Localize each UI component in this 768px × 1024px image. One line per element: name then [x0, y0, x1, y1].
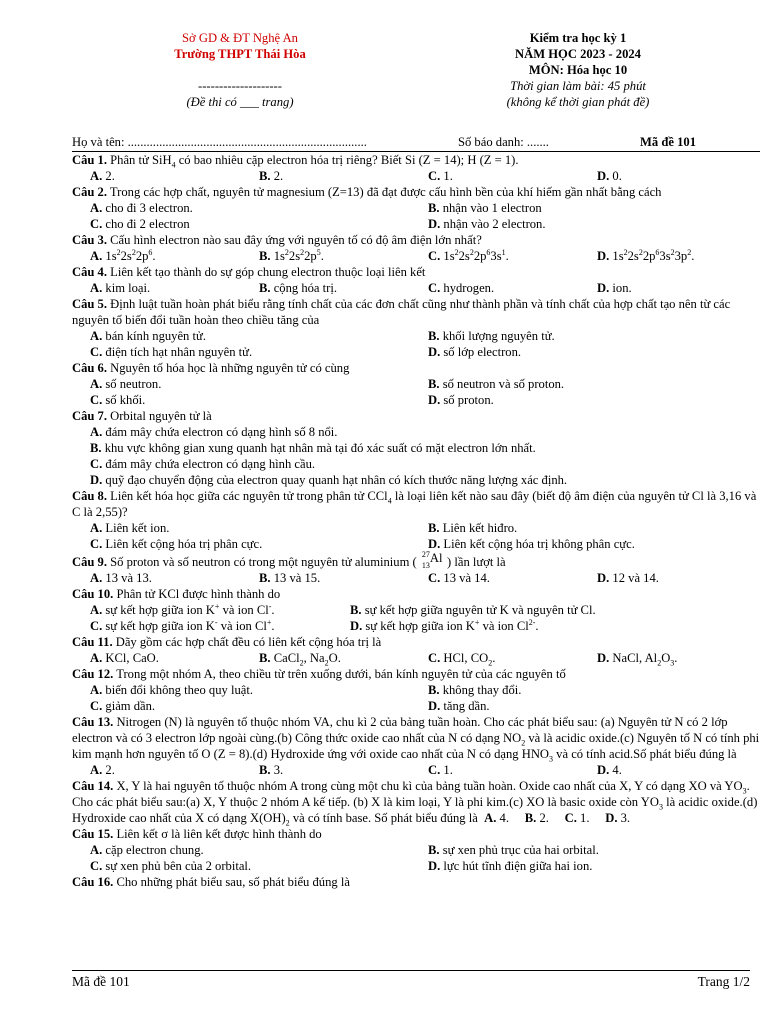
question-15	[72, 826, 760, 842]
question-7	[72, 408, 760, 424]
option-text: 2.	[102, 763, 115, 777]
header-left	[72, 30, 408, 122]
exam-page	[72, 30, 760, 890]
option-text: 0.	[609, 169, 622, 183]
option-text: đám mây chứa electron có dạng hình số 8 nổi.	[102, 425, 338, 439]
answer-option	[597, 570, 766, 586]
option-text: $1s^22s^22p^63s^23p^2$.	[609, 247, 695, 263]
question-text: Liên kết hóa học giữa các nguyên tử trong phân tử CCl$_4$ là loại liên kết nào sau đây (biết độ âm điện của nguyên tử Cl là 3,16 và C là 2,55)?	[72, 489, 757, 519]
question-1	[72, 152, 760, 168]
option-text: $1s^22s^22p^63s^1$.	[440, 247, 509, 263]
option-text: số proton.	[440, 393, 494, 407]
answer-option	[597, 650, 766, 666]
option-text: sự kết hợp giữa ion K+ và ion Cl-.	[102, 601, 275, 617]
option-letter: D.	[597, 651, 610, 665]
question-number: Câu 13.	[72, 715, 114, 729]
question-number: Câu 11.	[72, 635, 113, 649]
option-letter: D.	[597, 281, 610, 295]
answer-option	[259, 762, 428, 778]
question-10	[72, 586, 760, 602]
option-letter: B.	[428, 201, 440, 215]
answer-options	[72, 520, 760, 552]
option-text: Liên kết hiđro.	[439, 521, 518, 535]
option-letter: B.	[428, 683, 440, 697]
question-12	[72, 666, 760, 682]
option-text: 12 và 14.	[609, 571, 659, 585]
answer-option	[90, 520, 428, 536]
option-letter: D.	[597, 249, 610, 263]
option-text: giảm dần.	[102, 699, 156, 713]
option-letter: C.	[428, 281, 441, 295]
option-text: kim loại.	[102, 281, 151, 295]
answer-option	[90, 536, 428, 552]
option-text: nhận vào 1 electron	[439, 201, 542, 215]
option-text: Liên kết cộng hóa trị không phân cực.	[440, 537, 635, 551]
question-text: Orbital nguyên tử là	[107, 409, 212, 423]
answer-option	[90, 392, 428, 408]
option-letter: B.	[259, 571, 271, 585]
option-text: sự xen phủ bên của 2 orbital.	[102, 859, 252, 873]
option-letter: C.	[90, 537, 103, 551]
option-text: NaCl, $Al_2O_3$.	[609, 651, 678, 668]
answer-option	[428, 698, 766, 714]
question-text: Liên kết σ là liên kết được hình thành do	[113, 827, 322, 841]
answer-options	[72, 650, 760, 666]
option-text: CaCl$_2$, $Na_2O$.	[270, 651, 341, 668]
option-letter: B.	[259, 281, 271, 295]
answer-option	[259, 168, 428, 184]
option-letter: C.	[90, 457, 103, 471]
option-text: 4.	[609, 763, 622, 777]
option-letter: B.	[350, 603, 362, 617]
option-letter: B.	[90, 441, 102, 455]
duration-note: (không kể thời gian phát đề)	[506, 95, 650, 109]
option-text: khối lượng nguyên tử.	[439, 329, 555, 343]
answer-option	[90, 328, 428, 344]
answer-option	[90, 216, 428, 232]
option-text: cho đi 2 electron	[102, 217, 190, 231]
option-text: không thay đổi.	[439, 683, 522, 697]
answer-option	[428, 200, 766, 216]
answer-options	[72, 602, 760, 634]
answer-option	[90, 424, 760, 440]
question-text: Cho những phát biểu sau, số phát biểu đúng là	[113, 875, 350, 889]
option-text: số neutron và số proton.	[439, 377, 565, 391]
answer-options	[72, 376, 760, 408]
option-letter: A.	[90, 651, 103, 665]
option-letter: D.	[428, 859, 441, 873]
answer-options	[72, 424, 760, 488]
option-text: 1.	[440, 763, 453, 777]
option-letter: D.	[350, 619, 363, 633]
exam-title: Kiểm tra học kỳ 1	[529, 31, 627, 45]
question-11	[72, 634, 760, 650]
option-letter: C.	[428, 169, 441, 183]
option-letter: C.	[90, 393, 103, 407]
answer-options	[72, 328, 760, 360]
question-8	[72, 488, 760, 520]
answer-option	[90, 618, 350, 634]
option-text: hydrogen.	[440, 281, 495, 295]
answer-option	[428, 168, 597, 184]
student-name-field: Họ và tên: ............................................................................	[72, 135, 367, 149]
option-text: 2.	[102, 169, 115, 183]
option-letter: D.	[428, 345, 441, 359]
school-year: NĂM HỌC 2023 - 2024	[515, 47, 641, 61]
exam-header	[72, 30, 760, 122]
answer-option	[90, 248, 259, 264]
option-text: sự xen phủ trục của hai orbital.	[439, 843, 599, 857]
answer-option	[428, 520, 766, 536]
option-text: quỹ đạo chuyển động của electron quay quanh hạt nhân có kích thước năng lượng xác định.	[102, 473, 568, 487]
question-number: Câu 14.	[72, 779, 114, 793]
answer-option	[90, 440, 760, 456]
question-text: Liên kết tạo thành do sự góp chung electron thuộc loại liên kết	[107, 265, 426, 279]
option-text: tăng dần.	[440, 699, 490, 713]
option-letter: B.	[259, 169, 271, 183]
option-text: 3.	[270, 763, 284, 777]
option-text: lực hút tĩnh điện giữa hai ion.	[440, 859, 593, 873]
question-4	[72, 264, 760, 280]
option-letter: D.	[428, 537, 441, 551]
option-text: Liên kết ion.	[102, 521, 170, 535]
option-letter: B.	[428, 377, 440, 391]
question-text: Trong các hợp chất, nguyên tử magnesium (Z=13) đã đạt được cấu hình bền của khí hiếm gần nhất bằng cách	[107, 185, 662, 199]
answer-option	[428, 842, 766, 858]
option-text: cộng hóa trị.	[270, 281, 338, 295]
option-letter: D.	[90, 473, 103, 487]
option-text: số neutron.	[102, 377, 162, 391]
option-text: cặp electron chung.	[102, 843, 204, 857]
option-text: khu vực không gian xung quanh hạt nhân mà tại đó xác suất có mặt electron lớn nhất.	[101, 441, 536, 455]
option-letter: A.	[90, 763, 103, 777]
answer-option	[428, 376, 766, 392]
answer-option	[597, 248, 766, 264]
question-text: Phân tử SiH$_4$ có bao nhiêu cặp electron hóa trị riêng? Biết Si (Z = 14); H (Z = 1).	[107, 153, 519, 170]
option-letter: D.	[428, 393, 441, 407]
page-footer	[72, 970, 750, 990]
question-list	[72, 152, 760, 890]
answer-option	[428, 650, 597, 666]
question-3	[72, 232, 760, 248]
answer-option	[428, 328, 766, 344]
question-number: Câu 16.	[72, 875, 114, 889]
question-number: Câu 8.	[72, 489, 107, 503]
header-dashes: --------------------	[198, 79, 282, 93]
option-letter: C.	[428, 763, 441, 777]
option-text: cho đi 3 electron.	[102, 201, 193, 215]
subject: MÔN: Hóa học 10	[528, 63, 628, 77]
answer-option	[428, 762, 597, 778]
answer-option	[259, 570, 428, 586]
option-letter: A.	[90, 571, 103, 585]
answer-option	[90, 200, 428, 216]
option-letter: C.	[90, 699, 103, 713]
question-number: Câu 6.	[72, 361, 107, 375]
option-text: ion.	[609, 281, 632, 295]
option-letter: C.	[90, 859, 103, 873]
answer-option	[428, 570, 597, 586]
question-text: X, Y là hai nguyên tố thuộc nhóm A trong cùng một chu kì của bảng tuần hoàn. Oxide cao nhất của X, Y có dạng XO và $YO_3$. Cho các phát biểu sau:(a) X, Y thuộc 2 nhóm A kế tiếp. (b) X là kim loại, Y là phi kim.(c) XO là basic oxide còn $YO_3$ là acidic oxide.(d) Hydroxide cao nhất của X có dạng $X(OH)_2$ và có tính base. Số phát biểu đúng là A. 4. B. 2. C. 1. D. 3.	[72, 779, 758, 828]
answer-option	[90, 280, 259, 296]
answer-option	[350, 602, 750, 618]
option-text: số lớp electron.	[440, 345, 522, 359]
answer-option	[90, 682, 428, 698]
question-6	[72, 360, 760, 376]
option-letter: D.	[597, 763, 610, 777]
exam-duration: Thời gian làm bài: 45 phút	[510, 79, 646, 93]
question-text: Cấu hình electron nào sau đây ứng với nguyên tố có độ âm điện lớn nhất?	[107, 233, 482, 247]
question-13	[72, 714, 760, 762]
answer-option	[90, 472, 760, 488]
page-number: Trang 1/2	[697, 974, 750, 989]
question-number: Câu 9.	[72, 555, 107, 569]
option-letter: B.	[259, 651, 271, 665]
answer-option	[90, 698, 428, 714]
option-letter: A.	[90, 169, 103, 183]
option-text: 1.	[440, 169, 453, 183]
option-text: đám mây chứa electron có dạng hình cầu.	[102, 457, 316, 471]
answer-option	[90, 376, 428, 392]
option-letter: D.	[428, 699, 441, 713]
option-text: bán kính nguyên tử.	[102, 329, 206, 343]
option-letter: B.	[428, 329, 440, 343]
option-text: sự kết hợp giữa nguyên tử K và nguyên tử Cl.	[361, 603, 596, 617]
answer-option	[90, 168, 259, 184]
question-9	[72, 552, 760, 570]
candidate-number-field: Số báo danh: .......	[457, 135, 549, 149]
question-16	[72, 874, 760, 890]
option-letter: A.	[90, 425, 103, 439]
answer-option	[90, 650, 259, 666]
answer-option	[90, 762, 259, 778]
option-text: $1s^22s^22p^6$.	[102, 247, 156, 263]
question-number: Câu 15.	[72, 827, 114, 841]
option-letter: C.	[428, 249, 441, 263]
school-name: Trường THPT Thái Hòa	[174, 47, 306, 61]
answer-option	[428, 536, 766, 552]
answer-option	[90, 842, 428, 858]
question-text: Phân tử KCl được hình thành do	[113, 587, 281, 601]
option-text: biến đổi không theo quy luật.	[102, 683, 254, 697]
option-letter: B.	[428, 521, 440, 535]
answer-option	[90, 858, 428, 874]
option-text: $1s^22s^22p^5$.	[270, 247, 324, 263]
option-text: HCl, $CO_2$.	[440, 651, 496, 668]
answer-option	[90, 602, 350, 618]
footer-exam-code: Mã đề 101	[72, 974, 130, 989]
answer-options	[72, 682, 760, 714]
option-letter: C.	[90, 619, 103, 633]
answer-option	[428, 216, 766, 232]
question-text: Trong một nhóm A, theo chiều từ trên xuống dưới, bán kính nguyên tử của các nguyên tố	[113, 667, 566, 681]
answer-option	[428, 344, 766, 360]
option-text: nhận vào 2 electron.	[440, 217, 546, 231]
answer-option	[428, 392, 766, 408]
option-letter: B.	[259, 249, 271, 263]
question-number: Câu 12.	[72, 667, 114, 681]
answer-option	[428, 248, 597, 264]
question-number: Câu 1.	[72, 153, 107, 167]
answer-options	[72, 168, 760, 184]
option-text: Liên kết cộng hóa trị phân cực.	[102, 537, 263, 551]
question-text: Nguyên tố hóa học là những nguyên tử có cùng	[107, 361, 350, 375]
option-letter: D.	[597, 571, 610, 585]
answer-option	[597, 280, 766, 296]
question-number: Câu 2.	[72, 185, 107, 199]
option-letter: B.	[428, 843, 440, 857]
option-text: sự kết hợp giữa ion K- và ion Cl+.	[102, 617, 275, 633]
answer-options	[72, 200, 760, 232]
answer-options	[72, 762, 760, 778]
header-right	[448, 30, 708, 122]
answer-options	[72, 842, 760, 874]
option-letter: C.	[90, 217, 103, 231]
option-letter: D.	[428, 217, 441, 231]
option-letter: A.	[90, 603, 103, 617]
answer-option	[90, 570, 259, 586]
answer-option	[259, 248, 428, 264]
option-letter: A.	[90, 281, 103, 295]
question-2	[72, 184, 760, 200]
answer-option	[350, 618, 750, 634]
question-text: Định luật tuần hoàn phát biểu rằng tính chất của các đơn chất cũng như thành phần và tính chất của hợp chất tạo nên từ các nguyên tố biến đổi tuần hoàn theo chiều tăng của	[72, 297, 731, 327]
question-text: Dãy gồm các hợp chất đều có liên kết cộng hóa trị là	[112, 635, 382, 649]
question-text: Số proton và số neutron có trong một nguyên tử aluminium ( 27 13 Al ) lần lượt là	[107, 550, 506, 570]
answer-option	[428, 682, 766, 698]
option-text: KCl, CaO.	[102, 651, 159, 665]
option-letter: A.	[90, 377, 103, 391]
option-letter: C.	[428, 651, 441, 665]
question-number: Câu 10.	[72, 587, 114, 601]
student-info-line	[72, 134, 760, 152]
option-text: số khối.	[102, 393, 146, 407]
question-number: Câu 7.	[72, 409, 107, 423]
answer-option	[259, 280, 428, 296]
option-text: sự kết hợp giữa ion K+ và ion $Cl^{2-}$.	[362, 617, 539, 633]
answer-option	[90, 344, 428, 360]
option-letter: A.	[90, 249, 103, 263]
option-letter: A.	[90, 683, 103, 697]
pages-note: (Đề thi có ___ trang)	[186, 95, 294, 109]
answer-option	[428, 280, 597, 296]
option-letter: A.	[90, 329, 103, 343]
answer-option	[597, 762, 766, 778]
option-letter: A.	[90, 843, 103, 857]
option-text: 13 và 14.	[440, 571, 490, 585]
answer-options	[72, 248, 760, 264]
answer-options	[72, 280, 760, 296]
answer-option	[597, 168, 766, 184]
option-text: điện tích hạt nhân nguyên tử.	[102, 345, 253, 359]
answer-option	[259, 650, 428, 666]
question-number: Câu 4.	[72, 265, 107, 279]
question-number: Câu 5.	[72, 297, 107, 311]
option-letter: B.	[259, 763, 271, 777]
option-letter: C.	[428, 571, 441, 585]
question-text: Nitrogen (N) là nguyên tố thuộc nhóm VA, chu kì 2 của bảng tuần hoàn. Cho các phát biểu sau: (a) Nguyên tử N có 2 lớp electron và có 3 electron lớp ngoài cùng.(b) Công thức oxide cao nhất của N có dạng $NO_2$ và là acidic oxide.(c) Nguyên tố N có tính phi kim mạnh hơn nguyên tố O (Z = 8).(d) Hydroxide ứng với oxide cao nhất của N có dạng $HNO_3$ và có tính acid.Số phát biểu đúng là	[72, 715, 760, 764]
department-name: Sở GD & ĐT Nghệ An	[182, 31, 298, 45]
question-number: Câu 3.	[72, 233, 107, 247]
exam-code: Mã đề 101	[640, 135, 696, 149]
option-letter: A.	[90, 521, 103, 535]
option-letter: A.	[90, 201, 103, 215]
question-14	[72, 778, 760, 826]
answer-option	[90, 456, 760, 472]
question-5	[72, 296, 760, 328]
option-letter: C.	[90, 345, 103, 359]
option-text: 13 và 15.	[270, 571, 321, 585]
option-text: 2.	[270, 169, 284, 183]
answer-option	[428, 858, 766, 874]
option-letter: D.	[597, 169, 610, 183]
answer-options	[72, 570, 760, 586]
option-text: 13 và 13.	[102, 571, 152, 585]
